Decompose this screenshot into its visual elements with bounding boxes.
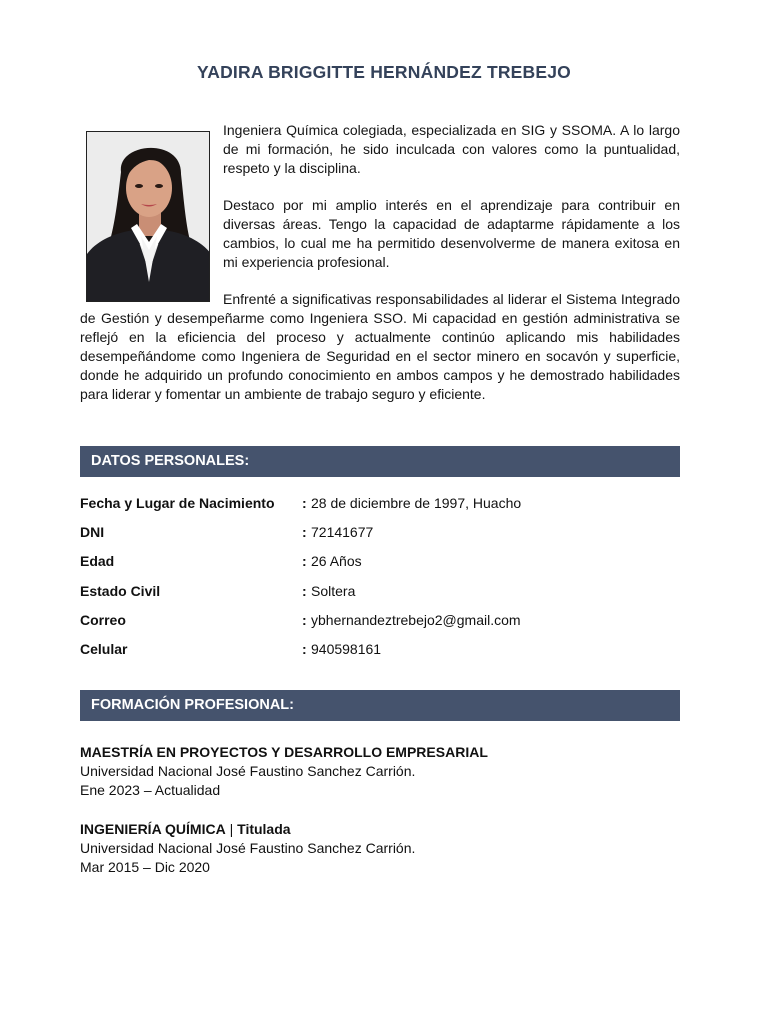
personal-data-row	[80, 553, 680, 582]
education-entry	[80, 820, 680, 877]
degree-status: Titulada	[237, 821, 291, 837]
section-header-formacion-profesional: FORMACIÓN PROFESIONAL:	[80, 690, 680, 721]
degree-title: INGENIERÍA QUÍMICA	[80, 821, 226, 837]
summary-paragraph-1: Ingeniera Química colegiada, especializada en SIG y SSOMA. A lo largo de mi formación, he sido inculcada con valores como la puntualidad, respeto y la disciplina.	[223, 122, 680, 176]
field-label: Celular	[80, 640, 128, 657]
field-label: Correo	[80, 611, 126, 628]
field-value: 72141677	[311, 524, 374, 541]
field-colon: :	[302, 640, 307, 657]
education-entry	[80, 743, 680, 800]
field-colon: :	[302, 582, 307, 599]
degree-separator: |	[225, 821, 238, 837]
institution: Universidad Nacional José Faustino Sanchez Carrión.	[80, 840, 416, 856]
section-header-datos-personales: DATOS PERSONALES:	[80, 446, 680, 477]
field-label: Estado Civil	[80, 582, 161, 599]
photo-spacer	[80, 121, 223, 297]
period: Ene 2023 – Actualidad	[80, 782, 221, 798]
field-value: 26 Años	[311, 553, 362, 570]
degree-line	[80, 820, 680, 839]
email-value[interactable]: ybhernandeztrebejo2@gmail.com	[311, 611, 521, 628]
summary-paragraph-3: Enfrenté a significativas responsabilidades al liderar el Sistema Integrado de Gestión y desempeñarme como Ingeniera SSO. Mi capacidad en gestión administrativa se reflejó en la eficiencia del proceso y actualmente continúo aplicando mis habilidades desempeñándome como Ingeniera de Seguridad en el sector minero en socavón y superficie, donde he adquirido un profundo conocimiento en ambos campos y he demostrado habilidades para liderar y fomentar un ambiente de trabajo seguro y eficiente.	[80, 291, 680, 402]
field-colon: :	[302, 611, 307, 628]
field-value: 28 de diciembre de 1997, Huacho	[311, 495, 522, 511]
summary-paragraph-2: Destaco por mi amplio interés en el aprendizaje para contribuir en diversas áreas. Tengo la capacidad de adaptarme rápidamente a los cambios, lo cual me ha permitido desenvolverme de manera exitosa en mi experiencia profesional.	[223, 197, 680, 270]
field-label: DNI	[80, 524, 105, 541]
personal-data-row	[80, 583, 680, 612]
personal-data-row	[80, 495, 680, 524]
personal-data-list	[80, 495, 680, 670]
period: Mar 2015 – Dic 2020	[80, 859, 210, 875]
field-colon: :	[302, 495, 307, 511]
field-label: Fecha y Lugar de Nacimiento	[80, 495, 275, 511]
personal-data-row	[80, 612, 680, 641]
field-label: Edad	[80, 553, 115, 570]
field-colon: :	[302, 553, 307, 570]
personal-data-row	[80, 641, 680, 670]
field-value: Soltera	[311, 582, 356, 599]
field-colon: :	[302, 524, 307, 541]
profile-summary	[80, 121, 680, 422]
institution: Universidad Nacional José Faustino Sanchez Carrión.	[80, 763, 416, 779]
candidate-name: YADIRA BRIGGITTE HERNÁNDEZ TREBEJO	[196, 62, 571, 82]
field-value: 940598161	[311, 640, 382, 657]
personal-data-row	[80, 524, 680, 553]
degree-title: MAESTRÍA EN PROYECTOS Y DESARROLLO EMPRESARIAL	[80, 744, 488, 760]
